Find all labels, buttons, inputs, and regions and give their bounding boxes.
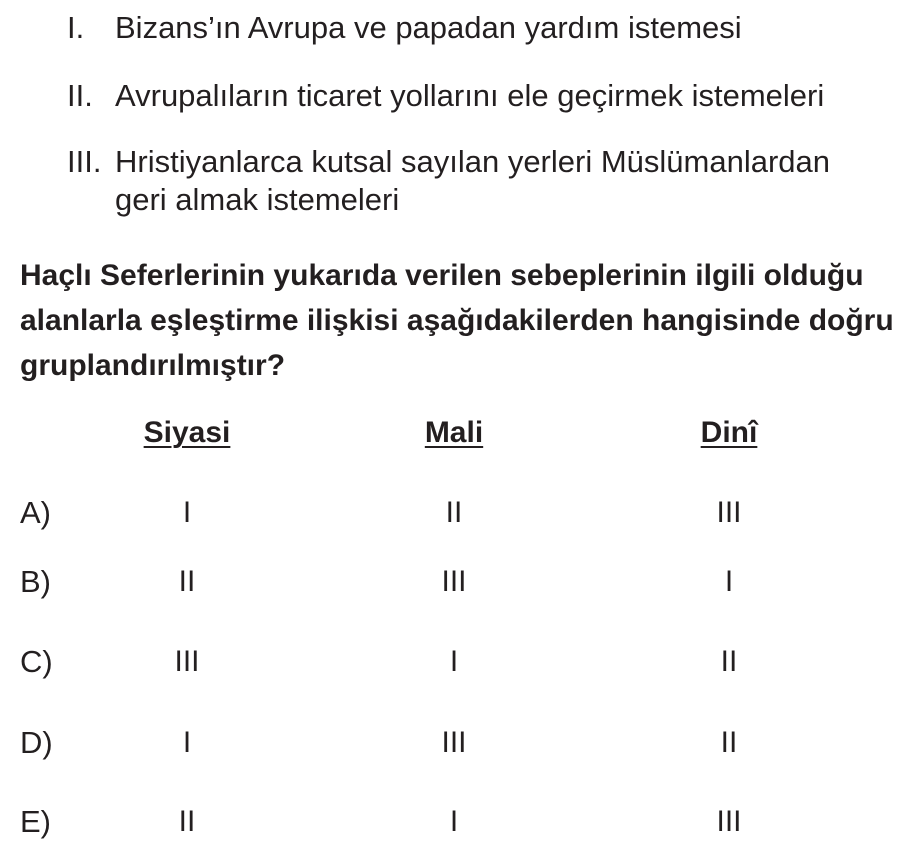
statement-2 <box>67 77 824 115</box>
statement-text: Bizans’ın Avrupa ve papadan yardım istemesi <box>115 10 742 45</box>
option-cell-mali: III <box>441 565 467 598</box>
statement-1 <box>67 9 742 47</box>
option-cell-siyasi: I <box>182 726 192 759</box>
option-row-e[interactable] <box>0 802 919 842</box>
option-row-c[interactable] <box>0 642 919 682</box>
option-cell-siyasi: III <box>174 645 200 678</box>
option-cell-mali: III <box>441 726 467 759</box>
statement-text-line: Hristiyanlarca kutsal sayılan yerleri Müslümanlardan <box>115 144 830 179</box>
column-header-mali: Mali <box>424 416 484 449</box>
question-text: Haçlı Seferlerinin yukarıda verilen sebeplerinin ilgili olduğu alanlarla eşleştirme ilişkisi aşağıdakilerden hangisinde doğru gruplandırılmıştır? <box>20 259 894 382</box>
option-cell-siyasi: II <box>178 565 196 598</box>
option-letter: C) <box>20 644 53 679</box>
option-row-a[interactable] <box>0 493 919 533</box>
statement-numeral: II. <box>67 78 93 113</box>
option-cell-mali: I <box>449 645 459 678</box>
option-cell-mali: I <box>449 805 459 838</box>
option-cell-dini: II <box>720 726 738 759</box>
option-row-d[interactable] <box>0 723 919 763</box>
option-cell-mali: II <box>445 496 463 529</box>
option-cell-dini: III <box>716 496 742 529</box>
statement-text-line: geri almak istemeleri <box>115 182 400 217</box>
option-cell-dini: II <box>720 645 738 678</box>
option-row-b[interactable] <box>0 562 919 602</box>
statement-numeral: I. <box>67 10 85 45</box>
option-cell-dini: I <box>724 565 734 598</box>
statement-text: Avrupalıların ticaret yollarını ele geçirmek istemeleri <box>115 78 825 113</box>
option-letter: B) <box>20 564 51 599</box>
option-cell-siyasi: II <box>178 805 196 838</box>
option-letter: D) <box>20 725 53 760</box>
column-header-dini: Dinî <box>700 416 758 449</box>
column-header-siyasi: Siyasi <box>143 416 231 449</box>
option-cell-dini: III <box>716 805 742 838</box>
statement-text <box>115 143 830 219</box>
statement-3 <box>67 143 830 219</box>
option-cell-siyasi: I <box>182 496 192 529</box>
option-letter: A) <box>20 495 51 530</box>
statement-numeral: III. <box>67 144 102 179</box>
option-letter: E) <box>20 804 51 839</box>
